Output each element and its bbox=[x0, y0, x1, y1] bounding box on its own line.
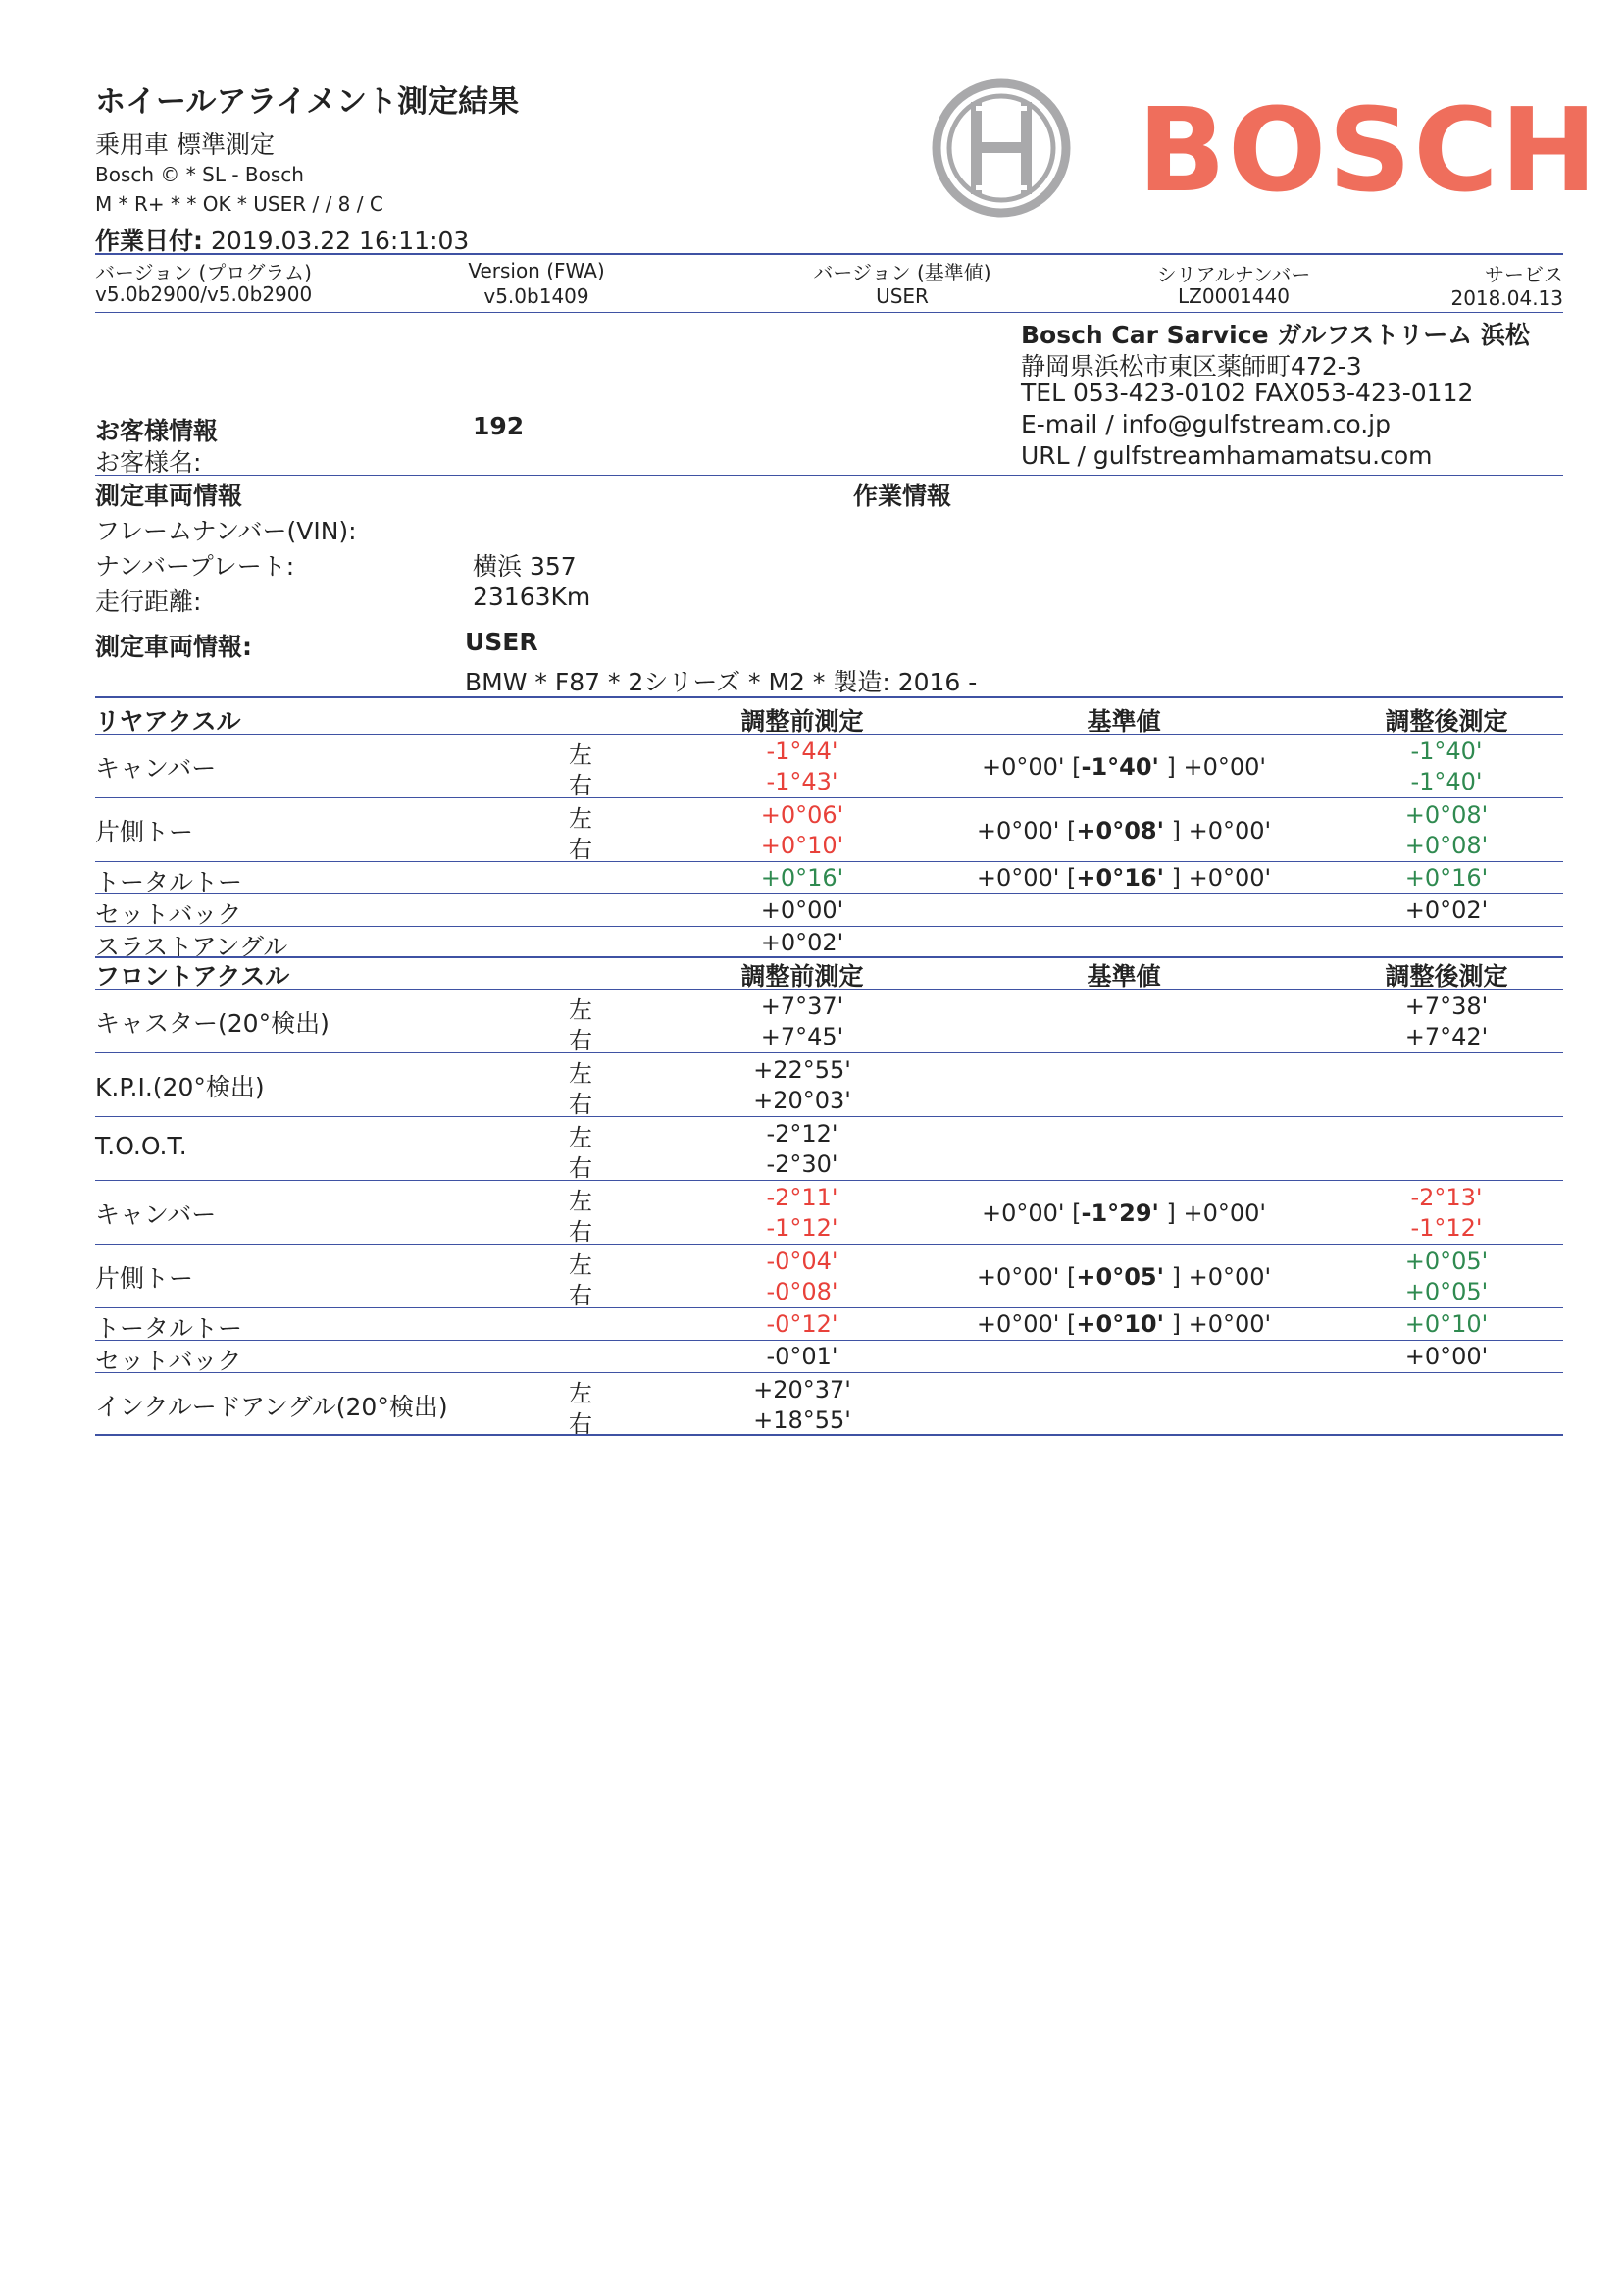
front-camber-after-right: -1°12' bbox=[1410, 1214, 1483, 1242]
spec-nominal: +0°16' bbox=[1076, 864, 1164, 892]
versions-divider bbox=[95, 312, 1563, 313]
row-divider bbox=[95, 1052, 1563, 1053]
row-divider bbox=[95, 861, 1563, 862]
included-angle-before-right: +18°55' bbox=[753, 1406, 851, 1434]
kpi-before-right: +20°03' bbox=[753, 1087, 851, 1114]
rear-toe-left-marker: 左 bbox=[569, 805, 592, 833]
kpi-before-left: +22°55' bbox=[753, 1056, 851, 1084]
fwa-version-label: Version (FWA) bbox=[468, 259, 605, 282]
spec-prefix: +0°00' [ bbox=[981, 1199, 1082, 1227]
customer-info-value: 192 bbox=[473, 412, 525, 440]
kpi-left-marker: 左 bbox=[569, 1060, 592, 1088]
rear-after-header: 調整後測定 bbox=[1385, 707, 1508, 736]
shop-tel-fax: TEL 053-423-0102 FAX053-423-0112 bbox=[1021, 379, 1474, 407]
rear-camber-after-right: -1°40' bbox=[1410, 768, 1483, 795]
ref-version-value: USER bbox=[876, 284, 929, 308]
rear-toe-before-left: +0°06' bbox=[760, 801, 844, 829]
report-title: ホイールアライメント測定結果 bbox=[95, 84, 520, 120]
bosch-armature-logo bbox=[930, 76, 1073, 220]
rear-total-toe-after: +0°16' bbox=[1404, 864, 1489, 892]
front-toe-right-marker: 右 bbox=[569, 1282, 592, 1309]
shop-name: Bosch Car Sarvice ガルフストリーム 浜松 bbox=[1021, 321, 1530, 349]
rear-axle-title: リヤアクスル bbox=[95, 707, 241, 736]
vehicle-divider bbox=[95, 696, 1563, 698]
spec-suffix: ] +0°00' bbox=[1163, 864, 1272, 892]
vin-label: フレームナンバー(VIN): bbox=[95, 517, 357, 545]
front-header-divider bbox=[95, 989, 1563, 990]
bosch-logo-text: BOSCH bbox=[1138, 82, 1599, 218]
vehicle-info-label: 測定車両情報: bbox=[95, 633, 252, 661]
fwa-version-value: v5.0b1409 bbox=[483, 284, 589, 308]
rear-toe-right-marker: 右 bbox=[569, 836, 592, 863]
vehicle-info-value: USER bbox=[465, 628, 538, 656]
front-toe-spec bbox=[977, 1263, 1271, 1291]
row-divider bbox=[95, 1372, 1563, 1373]
work-info-label: 作業情報 bbox=[853, 482, 952, 510]
service-date: 2018.04.13 bbox=[1450, 286, 1563, 310]
row-divider bbox=[95, 797, 1563, 798]
spec-prefix: +0°00' [ bbox=[976, 864, 1077, 892]
work-date-label: 作業日付: bbox=[95, 227, 203, 255]
front-toe-after-right: +0°05' bbox=[1404, 1278, 1489, 1305]
rear-total-toe-spec bbox=[977, 864, 1271, 892]
plate-value: 横浜 357 bbox=[473, 552, 577, 581]
row-divider bbox=[95, 1180, 1563, 1181]
spec-suffix: ] +0°00' bbox=[1158, 753, 1267, 781]
spec-nominal: -1°29' bbox=[1081, 1199, 1159, 1227]
shop-address: 静岡県浜松市東区薬師町472-3 bbox=[1021, 352, 1362, 381]
report-subtitle: 乗用車 標準測定 bbox=[95, 130, 275, 159]
row-divider bbox=[95, 1307, 1563, 1308]
rear-setback-after: +0°02' bbox=[1404, 896, 1489, 924]
toot-left-marker: 左 bbox=[569, 1124, 592, 1151]
row-divider bbox=[95, 1116, 1563, 1117]
caster-right-marker: 右 bbox=[569, 1027, 592, 1054]
front-total-toe-before: -0°12' bbox=[766, 1310, 838, 1338]
shop-url: URL / gulfstreamhamamatsu.com bbox=[1021, 441, 1433, 470]
spec-nominal: +0°10' bbox=[1076, 1310, 1164, 1338]
front-toe-label: 片側トー bbox=[95, 1264, 194, 1293]
spec-suffix: ] +0°00' bbox=[1158, 1199, 1267, 1227]
front-setback-after: +0°00' bbox=[1404, 1343, 1489, 1370]
rear-total-toe-before: +0°16' bbox=[760, 864, 844, 892]
caster-left-marker: 左 bbox=[569, 996, 592, 1024]
spec-suffix: ] +0°00' bbox=[1163, 1263, 1272, 1291]
included-angle-label: インクルードアングル(20°検出) bbox=[95, 1393, 448, 1421]
front-total-toe-spec bbox=[977, 1310, 1271, 1338]
thrust-angle-label: スラストアングル bbox=[95, 933, 288, 961]
plate-label: ナンバープレート: bbox=[95, 552, 295, 581]
work-date bbox=[95, 222, 469, 257]
spec-nominal: +0°08' bbox=[1076, 817, 1164, 844]
front-toe-after-left: +0°05' bbox=[1404, 1248, 1489, 1275]
spec-nominal: -1°40' bbox=[1081, 753, 1159, 781]
row-divider bbox=[95, 893, 1563, 894]
spec-suffix: ] +0°00' bbox=[1163, 817, 1272, 844]
front-axle-title: フロントアクスル bbox=[95, 962, 290, 991]
kpi-label: K.P.I.(20°検出) bbox=[95, 1073, 265, 1101]
front-spec-header: 基準値 bbox=[1087, 962, 1161, 991]
customer-divider bbox=[95, 475, 1563, 476]
rear-camber-right-marker: 右 bbox=[569, 772, 592, 799]
toot-label: T.O.O.T. bbox=[95, 1132, 187, 1160]
front-camber-label: キャンバー bbox=[95, 1200, 217, 1229]
rear-camber-before-right: -1°43' bbox=[766, 768, 838, 795]
toot-before-right: -2°30' bbox=[766, 1150, 838, 1178]
front-camber-right-marker: 右 bbox=[569, 1218, 592, 1246]
front-toe-before-left: -0°04' bbox=[766, 1248, 838, 1275]
spec-nominal: +0°05' bbox=[1076, 1263, 1164, 1291]
spec-prefix: +0°00' [ bbox=[981, 753, 1082, 781]
front-setback-label: セットバック bbox=[95, 1347, 242, 1375]
measurement-code: M * R+ * * OK * USER / / 8 / C bbox=[95, 192, 383, 216]
serial-label: シリアルナンバー bbox=[1156, 263, 1311, 286]
rear-toe-spec bbox=[977, 817, 1271, 844]
front-toe-before-right: -0°08' bbox=[766, 1278, 838, 1305]
spec-prefix: +0°00' [ bbox=[976, 817, 1077, 844]
caster-label: キャスター(20°検出) bbox=[95, 1009, 330, 1038]
row-divider bbox=[95, 926, 1563, 927]
program-version-value: v5.0b2900/v5.0b2900 bbox=[95, 282, 313, 306]
front-setback-before: -0°01' bbox=[766, 1343, 838, 1370]
rear-setback-label: セットバック bbox=[95, 900, 242, 929]
report-end-divider bbox=[95, 1434, 1563, 1436]
rear-camber-before-left: -1°44' bbox=[766, 738, 838, 765]
rear-spec-header: 基準値 bbox=[1087, 707, 1161, 736]
front-total-toe-label: トータルトー bbox=[95, 1314, 243, 1343]
spec-prefix: +0°00' [ bbox=[976, 1310, 1077, 1338]
rear-toe-after-right: +0°08' bbox=[1404, 832, 1489, 859]
front-toe-left-marker: 左 bbox=[569, 1251, 592, 1279]
spec-suffix: ] +0°00' bbox=[1163, 1310, 1272, 1338]
included-angle-before-left: +20°37' bbox=[753, 1376, 851, 1403]
front-after-header: 調整後測定 bbox=[1385, 962, 1508, 991]
customer-info-label: お客様情報 bbox=[95, 417, 219, 445]
ref-version-label: バージョン (基準値) bbox=[813, 261, 991, 284]
front-total-toe-after: +0°10' bbox=[1404, 1310, 1489, 1338]
rear-camber-label: キャンバー bbox=[95, 754, 217, 783]
rear-toe-before-right: +0°10' bbox=[760, 832, 844, 859]
rear-before-header: 調整前測定 bbox=[740, 707, 864, 736]
spec-prefix: +0°00' [ bbox=[976, 1263, 1077, 1291]
header-divider bbox=[95, 253, 1563, 255]
front-camber-before-right: -1°12' bbox=[766, 1214, 838, 1242]
rear-header-divider bbox=[95, 734, 1563, 735]
caster-after-left: +7°38' bbox=[1404, 993, 1489, 1020]
row-divider bbox=[95, 1244, 1563, 1245]
toot-before-left: -2°12' bbox=[766, 1120, 838, 1147]
caster-before-left: +7°37' bbox=[760, 993, 844, 1020]
front-camber-after-left: -2°13' bbox=[1410, 1184, 1483, 1211]
customer-name-label: お客様名: bbox=[95, 448, 202, 477]
work-date-value: 2019.03.22 16:11:03 bbox=[210, 227, 470, 255]
mileage-label: 走行距離: bbox=[95, 587, 202, 616]
rear-camber-spec bbox=[982, 753, 1266, 781]
front-camber-before-left: -2°11' bbox=[766, 1184, 838, 1211]
thrust-angle-before: +0°02' bbox=[760, 929, 844, 956]
front-before-header: 調整前測定 bbox=[740, 962, 864, 991]
copyright-text: Bosch © * SL - Bosch bbox=[95, 163, 304, 186]
toot-right-marker: 右 bbox=[569, 1154, 592, 1182]
rear-toe-after-left: +0°08' bbox=[1404, 801, 1489, 829]
caster-after-right: +7°42' bbox=[1404, 1023, 1489, 1050]
rear-camber-left-marker: 左 bbox=[569, 741, 592, 769]
front-camber-left-marker: 左 bbox=[569, 1188, 592, 1215]
rear-toe-label: 片側トー bbox=[95, 818, 194, 846]
serial-value: LZ0001440 bbox=[1178, 284, 1290, 308]
row-divider bbox=[95, 1340, 1563, 1341]
mileage-value: 23163Km bbox=[473, 583, 591, 611]
program-version-label: バージョン (プログラム) bbox=[95, 261, 312, 284]
vehicle-model: BMW * F87 * 2シリーズ * M2 * 製造: 2016 - bbox=[465, 668, 978, 696]
kpi-right-marker: 右 bbox=[569, 1091, 592, 1118]
rear-camber-after-left: -1°40' bbox=[1410, 738, 1483, 765]
shop-email: E-mail / info@gulfstream.co.jp bbox=[1021, 410, 1391, 438]
service-label: サービス bbox=[1485, 263, 1563, 286]
front-camber-spec bbox=[982, 1199, 1266, 1227]
vehicle-section-label: 測定車両情報 bbox=[95, 482, 243, 510]
rear-setback-before: +0°00' bbox=[760, 896, 844, 924]
included-angle-right-marker: 右 bbox=[569, 1410, 592, 1438]
included-angle-left-marker: 左 bbox=[569, 1380, 592, 1407]
rear-total-toe-label: トータルトー bbox=[95, 868, 243, 896]
caster-before-right: +7°45' bbox=[760, 1023, 844, 1050]
